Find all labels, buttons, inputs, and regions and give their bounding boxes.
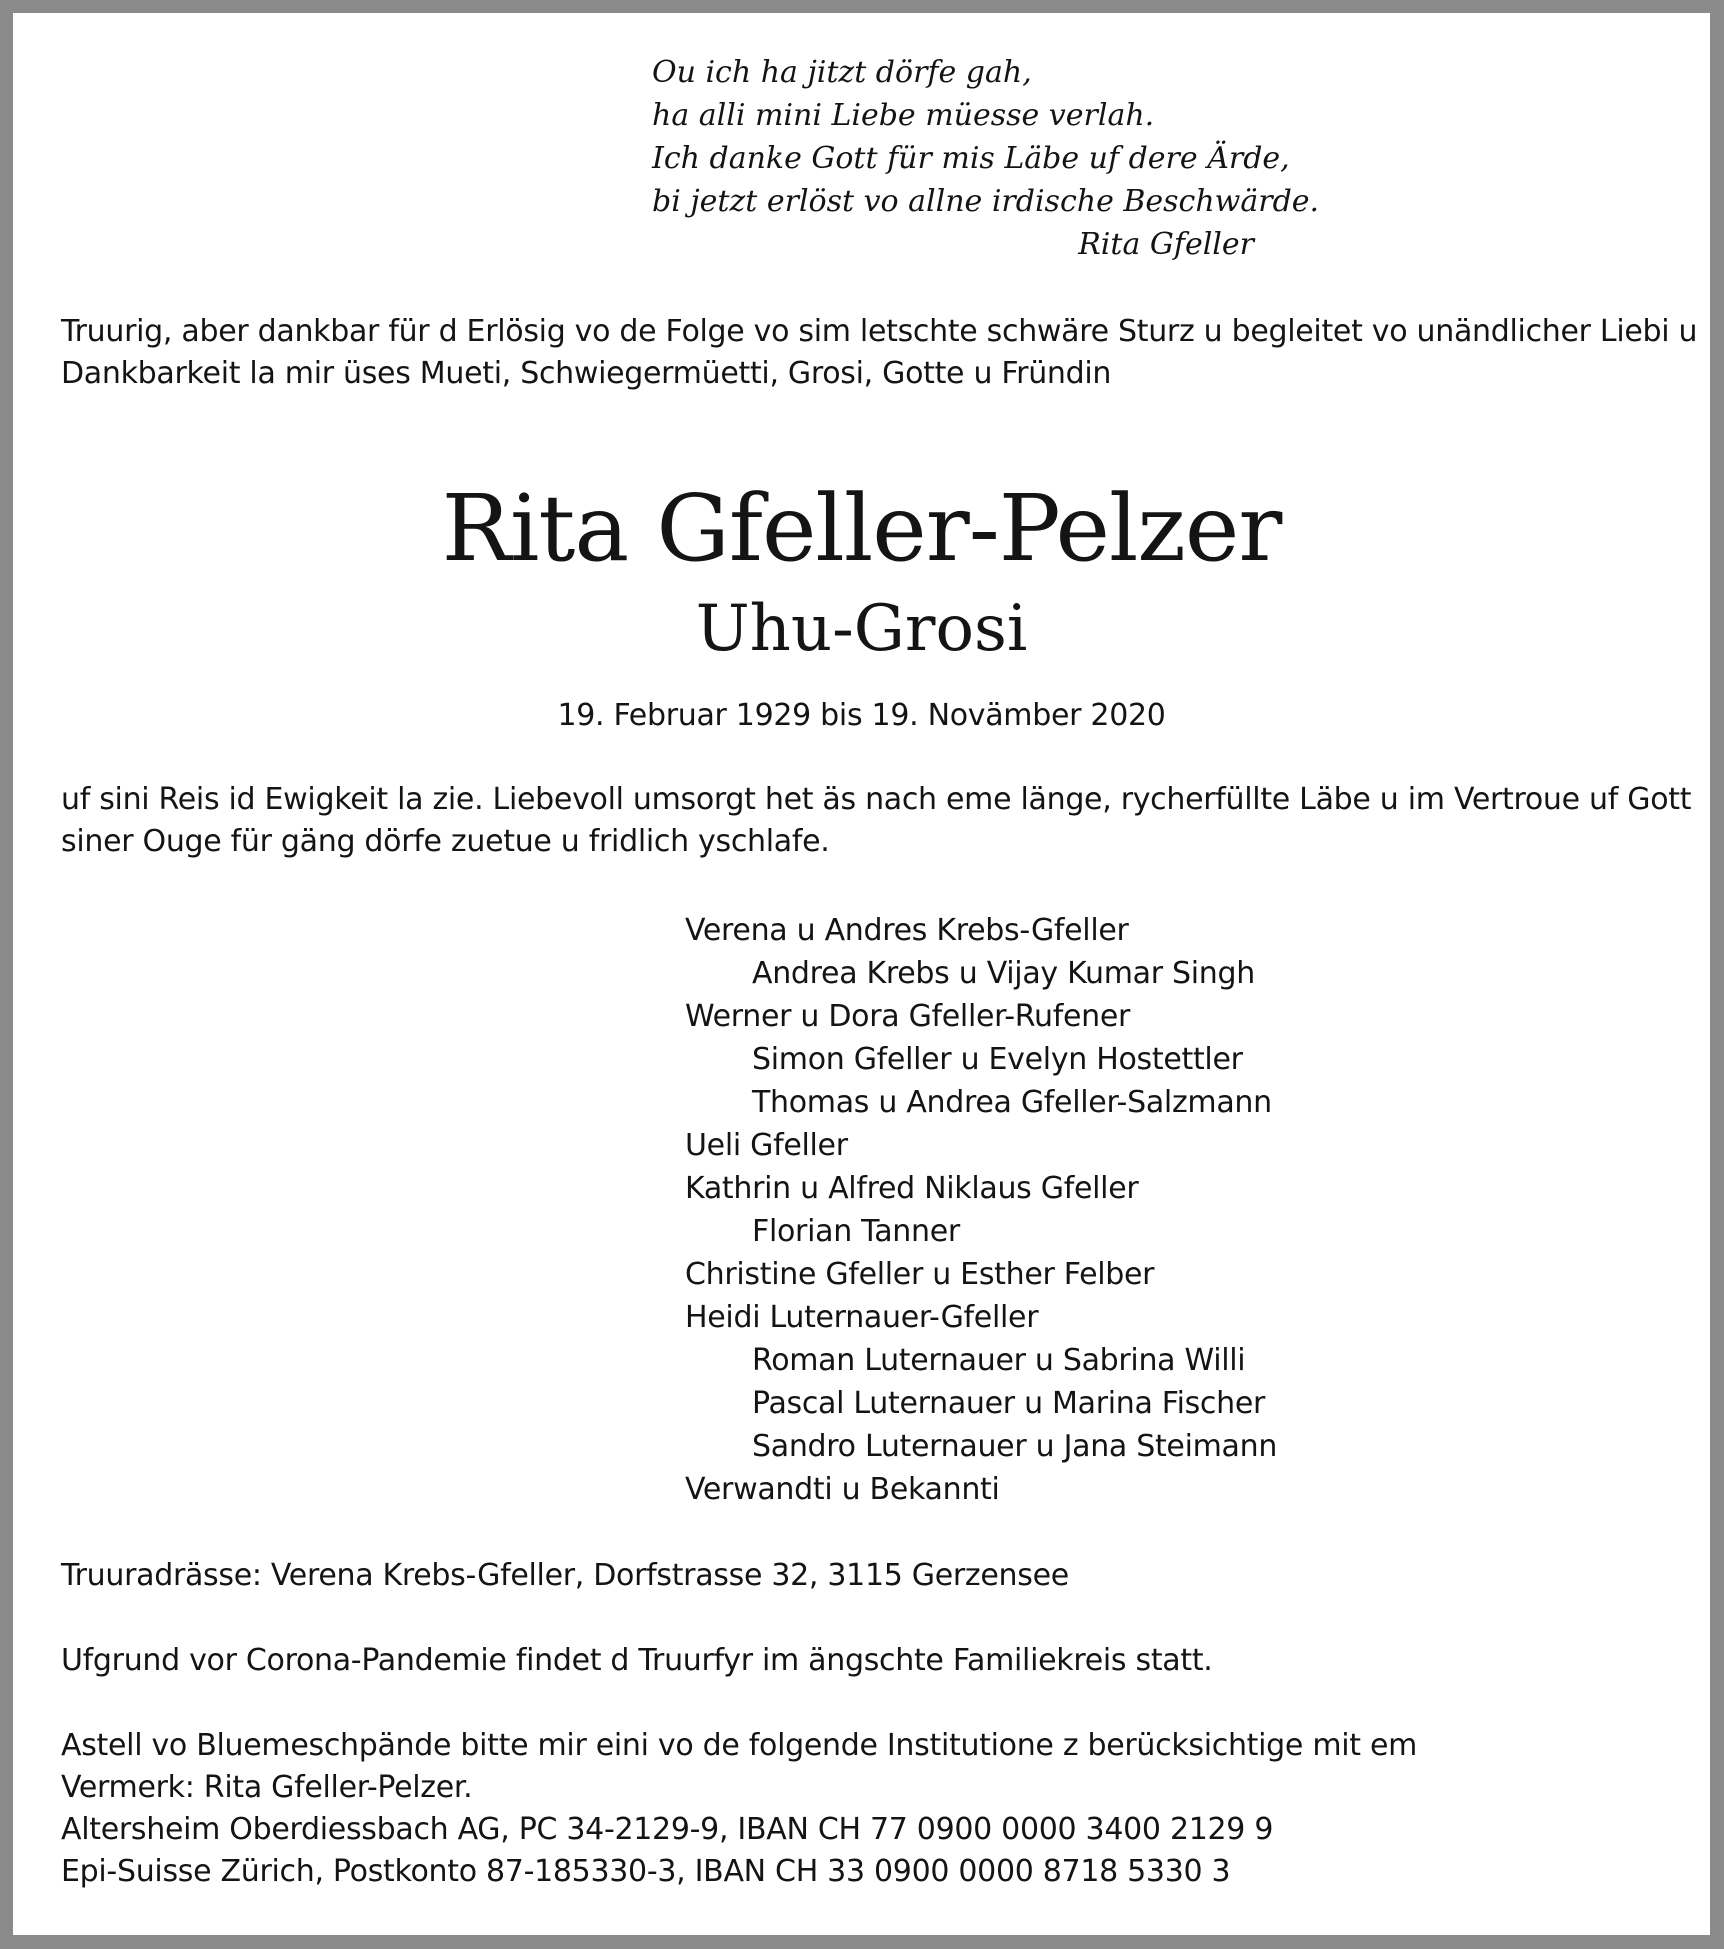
poem-line: Ou ich ha jitzt dörfe gah, [652,55,1032,90]
family-entry: Roman Luternauer u Sabrina Willi [752,1343,1246,1378]
donations-line: Epi-Suisse Zürich, Postkonto 87-185330-3, IBAN CH 33 0900 0000 8718 5330 3 [61,1854,1231,1889]
journey-line: uf sini Reis id Ewigkeit la zie. Liebevoll umsorgt het äs nach eme länge, rycherfüllte Läbe u im Vertroue uf Gott [61,782,1692,817]
family-entry: Pascal Luternauer u Marina Fischer [752,1386,1266,1421]
family-entry: Andrea Krebs u Vijay Kumar Singh [752,956,1255,991]
family-entry: Kathrin u Alfred Niklaus Gfeller [685,1171,1139,1206]
poem-line: Ich danke Gott für mis Läbe uf dere Ärde, [652,141,1290,176]
family-entry: Verena u Andres Krebs-Gfeller [685,913,1129,948]
intro-line: Truurig, aber dankbar für d Erlösig vo de Folge vo sim letschte schwäre Sturz u begleitet vo unändlicher Liebi u [61,314,1698,349]
donations-paragraph [61,1725,1417,1893]
family-entry: Thomas u Andrea Gfeller-Salzmann [752,1085,1272,1120]
obituary-page [13,13,1710,1935]
family-entry: Werner u Dora Gfeller-Rufener [685,999,1131,1034]
deceased-name: Rita Gfeller-Pelzer [441,475,1282,582]
intro-line: Dankbarkeit la mir üses Mueti, Schwiegermüetti, Grosi, Gotte u Fründin [61,356,1112,391]
ceremony-note: Ufgrund vor Corona-Pandemie findet d Truurfyr im ängschte Familiekreis statt. [61,1643,1213,1678]
family-entry: Sandro Luternauer u Jana Steimann [752,1429,1278,1464]
donations-line: Astell vo Bluemeschpände bitte mir eini vo de folgende Institutione z berücksichtige mit em [61,1728,1418,1763]
poem-author: Rita Gfeller [1078,227,1254,262]
donations-line: Altersheim Oberdiessbach AG, PC 34-2129-9, IBAN CH 77 0900 0000 3400 2129 9 [61,1812,1274,1847]
family-entry: Ueli Gfeller [685,1128,848,1163]
poem [652,51,1319,223]
family-entry: Simon Gfeller u Evelyn Hostettler [752,1042,1243,1077]
poem-line: bi jetzt erlöst vo allne irdische Beschwärde. [652,184,1320,219]
deceased-nickname: Uhu-Grosi [695,592,1028,666]
intro-paragraph [61,311,1697,395]
family-entry: Heidi Luternauer-Gfeller [685,1300,1039,1335]
life-dates: 19. Februar 1929 bis 19. Novämber 2020 [557,698,1166,733]
donations-line: Vermerk: Rita Gfeller-Pelzer. [61,1770,473,1805]
mourning-address: Truuradrässe: Verena Krebs-Gfeller, Dorfstrasse 32, 3115 Gerzensee [61,1558,1069,1593]
journey-line: siner Ouge für gäng dörfe zuetue u fridlich yschlafe. [61,824,830,859]
family-list [685,909,1277,1511]
poem-line: ha alli mini Liebe müesse verlah. [652,98,1155,133]
family-entry: Florian Tanner [752,1214,960,1249]
family-entry: Christine Gfeller u Esther Felber [685,1257,1155,1292]
family-entry: Verwandti u Bekannti [685,1472,1000,1507]
journey-paragraph [61,779,1691,863]
